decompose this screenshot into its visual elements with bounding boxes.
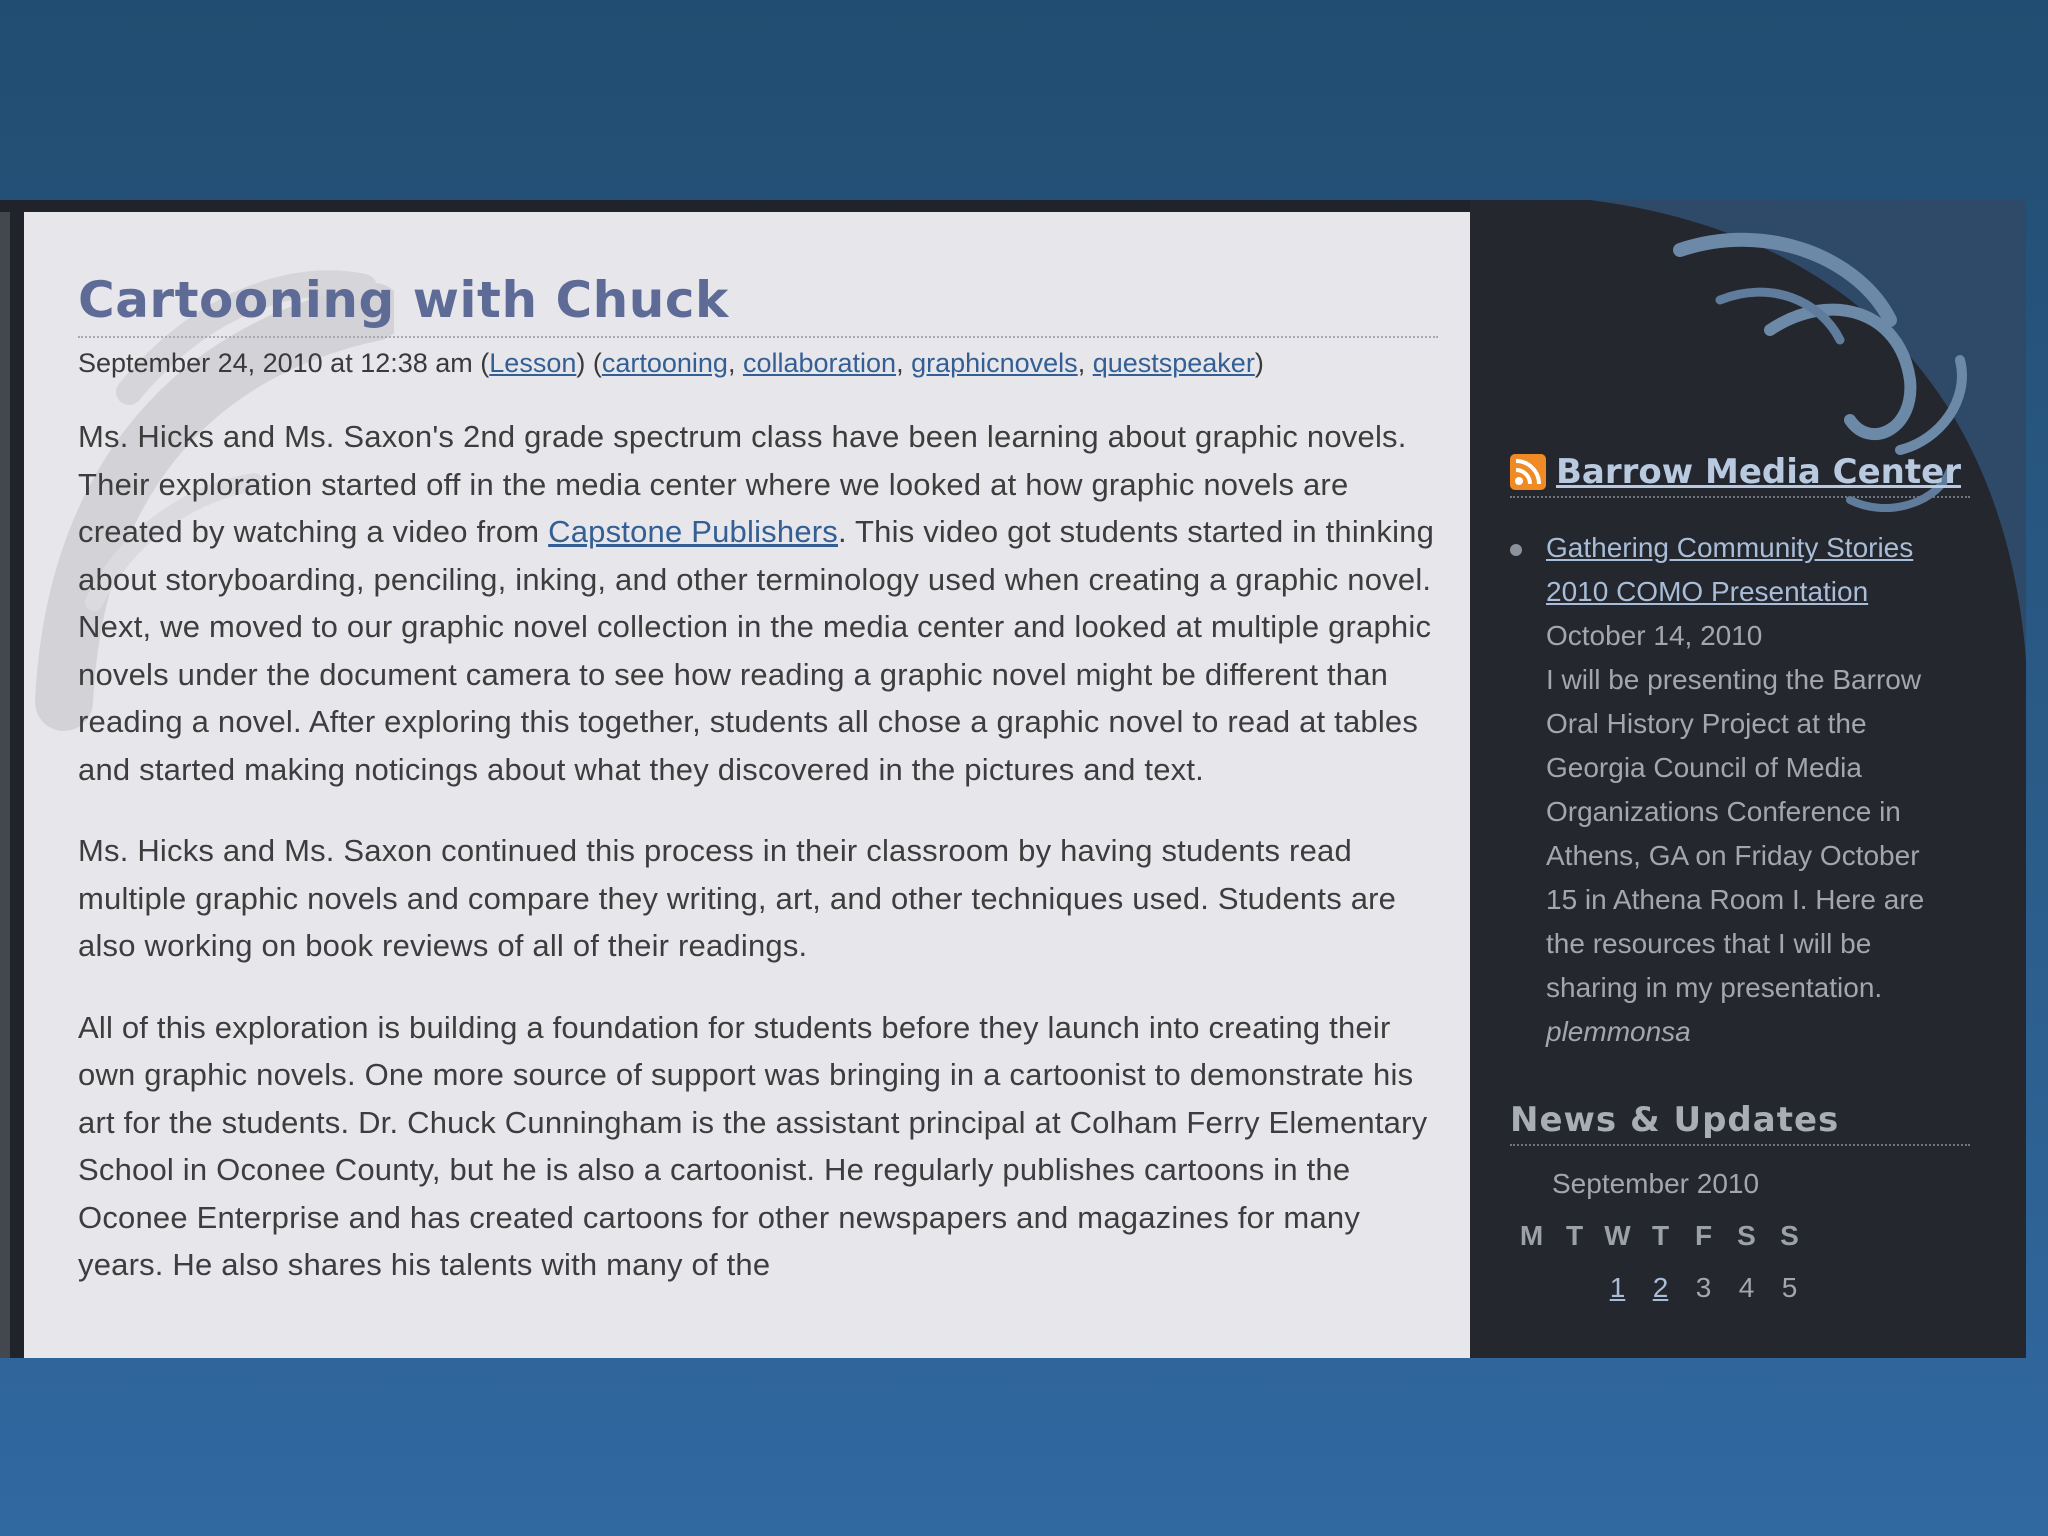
feed-list [1510, 526, 1970, 1054]
feed-item [1510, 526, 1970, 1054]
news-title: News & Updates [1510, 1100, 1970, 1146]
calendar-weekday-header [1510, 1220, 1970, 1252]
tag-link-collaboration[interactable]: collaboration [742, 348, 897, 378]
description-line: Athens, GA on Friday October [1546, 840, 1920, 871]
tag-link-cartooning[interactable]: cartooning [601, 348, 728, 378]
blog-post [78, 270, 1438, 1289]
calendar-caption: September 2010 [1552, 1168, 1760, 1199]
news-widget [1510, 1100, 1970, 1304]
calendar-day [1553, 1272, 1596, 1304]
feed-item-title-line-2: 2010 COMO Presentation [1546, 576, 1869, 607]
feed-widget [1510, 452, 1970, 1054]
left-page-edge [0, 212, 10, 1358]
feed-item-link[interactable] [1546, 526, 1970, 614]
description-line: I will be presenting the Barrow [1546, 664, 1922, 695]
calendar-day: 3 [1695, 1272, 1712, 1303]
weekday-label: M [1519, 1220, 1544, 1251]
category-link-lesson[interactable]: Lesson [489, 348, 577, 378]
capstone-publishers-link[interactable]: Capstone Publishers [548, 514, 838, 549]
post-body [78, 413, 1438, 1289]
calendar-day-link[interactable]: 1 [1609, 1272, 1626, 1303]
feed-item-title-line-1: Gathering Community Stories [1546, 532, 1914, 563]
calendar-day: 5 [1781, 1272, 1798, 1303]
description-line: Oral History Project at the [1546, 708, 1867, 739]
browser-page-frame [0, 200, 2026, 1358]
post-paragraph-3: All of this exploration is building a foundation for students before they launch into creating their own graphic novels. One more source of support was bringing in a cartoonist to demonstrate his art for the students. Dr. Chuck Cunningham is the assistant principal at Colham Ferry Elementary School in Oconee County, but he is also a cartoonist. He regularly publishes cartoons in the Oconee Enterprise and has created cartoons for other newspapers and magazines for many years. He also shares his talents with many of the [78, 1009, 1428, 1282]
description-line: Organizations Conference in [1546, 796, 1901, 827]
tag-link-questspeaker[interactable]: questspeaker [1092, 348, 1255, 378]
feed-title-link[interactable]: Barrow Media Center [1556, 452, 1961, 492]
post-paragraph-2: Ms. Hicks and Ms. Saxon continued this process in their classroom by having students read multiple graphic novels and compare they writing, art, and other techniques used. Students are also working on book reviews of all of their readings. [78, 833, 1397, 963]
tag-link-graphicnovels[interactable]: graphicnovels [911, 348, 1078, 378]
weekday-label: T [1565, 1220, 1584, 1251]
bullet-icon [1510, 544, 1522, 556]
post-date: September 24, 2010 at 12:38 am [78, 348, 473, 378]
post-paragraph-1 [78, 413, 1438, 793]
weekday-label: W [1604, 1220, 1631, 1251]
calendar-day: 4 [1738, 1272, 1755, 1303]
calendar-day-link[interactable]: 2 [1652, 1272, 1669, 1303]
description-line: Georgia Council of Media [1546, 752, 1862, 783]
description-line: the resources that I will be [1546, 928, 1872, 959]
paragraph-1-text-cont: . This video got students started in thinking about storyboarding, penciling, inking, and other terminology used when creating a graphic novel. Next, we moved to our graphic novel collection in the media center and looked at multiple graphic novels under the document camera to see how reading a graphic novel might be different than reading a novel. After exploring this together, students all chose a graphic novel to read at tables and started making noticings about what they discovered in the pictures and text. [78, 514, 1435, 787]
feed-item-description [1546, 658, 1970, 1010]
main-content [24, 212, 1472, 1358]
post-meta: September 24, 2010 at 12:38 am (Lesson) (cartooning, collaboration, graphicnovels, questspeaker) [78, 348, 1264, 378]
calendar-week-row [1510, 1272, 1970, 1304]
rss-icon[interactable] [1510, 454, 1546, 490]
paragraph-1-text: Ms. Hicks and Ms. Saxon's 2nd grade spectrum class have been learning about graphic novels. Their exploration started off in the media center where we looked at how graphic novels are created by watching a video from [78, 419, 1407, 549]
feed-item-author: plemmonsa [1546, 1016, 1691, 1047]
weekday-label: S [1780, 1220, 1799, 1251]
feed-header [1510, 452, 1970, 498]
weekday-label: S [1737, 1220, 1756, 1251]
sidebar [1470, 200, 2026, 1358]
description-line: sharing in my presentation. [1546, 972, 1883, 1003]
description-line: 15 in Athena Room I. Here are [1546, 884, 1925, 915]
calendar-day [1510, 1272, 1553, 1304]
weekday-label: F [1694, 1220, 1713, 1251]
post-title: Cartooning with Chuck [78, 270, 1438, 338]
weekday-label: T [1651, 1220, 1670, 1251]
feed-item-date: October 14, 2010 [1546, 620, 1763, 651]
